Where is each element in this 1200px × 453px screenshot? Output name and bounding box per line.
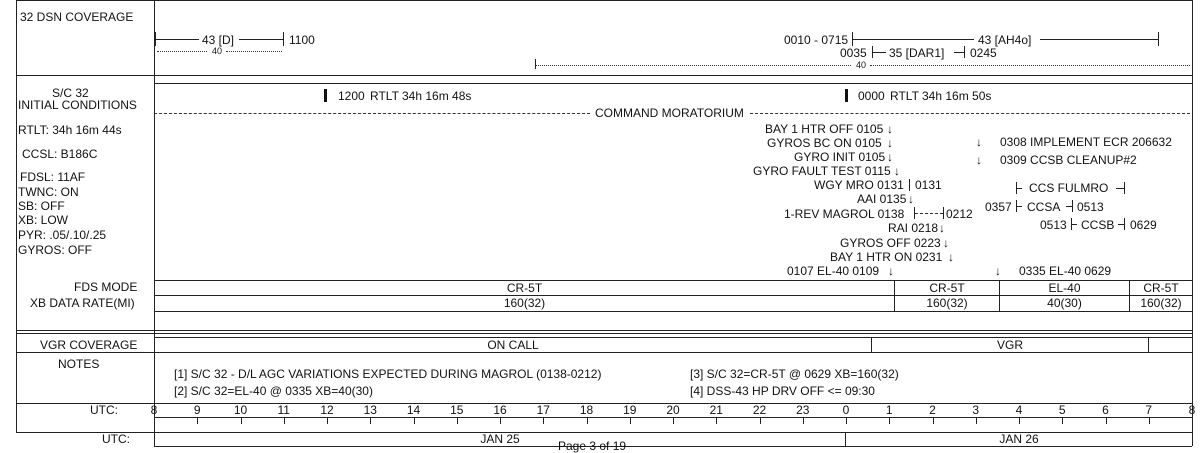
arrow-down-icon: ↓: [908, 192, 914, 206]
utc-hour-tick: [197, 417, 198, 424]
utc-hour-tick: [1062, 417, 1063, 424]
fds-mode-cell: EL-40: [1048, 281, 1081, 295]
vgr-coverage-label: VGR COVERAGE: [40, 338, 138, 352]
ccs-fulmro-end-tick: [1124, 182, 1125, 194]
pass3-start: 0035: [840, 46, 867, 60]
utc-label-dates: UTC:: [102, 432, 130, 446]
fds-mode-cell: CR-5T: [1143, 281, 1179, 295]
event-wgy-mro-end: 0131: [915, 178, 942, 192]
pass1-label: 43 [D]: [202, 33, 235, 47]
pass2-elev-line-left: [536, 65, 851, 66]
frame-right: [1192, 0, 1193, 432]
pass3-end-tick: [964, 46, 965, 58]
pass3-line-left: [872, 52, 886, 53]
date-row-right: [1192, 432, 1193, 446]
notes-label: NOTES: [58, 357, 100, 371]
moratorium-line-right: [750, 113, 1190, 114]
utc-hour-tick: [716, 417, 717, 424]
arrow-down-icon: ↓: [976, 135, 982, 149]
utc-hour-label: 12: [320, 403, 334, 417]
utc-hour-tick: [284, 417, 285, 424]
utc-hour-label: 18: [579, 403, 594, 417]
arrow-down-icon: ↓: [943, 236, 949, 250]
rtlt-mark-2-text: RTLT 34h 16m 50s: [890, 89, 992, 103]
utc-hour-tick: [457, 417, 458, 424]
utc-hour-tick: [630, 417, 631, 424]
pass1-elev: 40: [212, 46, 223, 56]
frame-left: [16, 0, 17, 432]
utc-hour-tick: [933, 417, 934, 424]
note-1: [1] S/C 32 - D/L AGC VARIATIONS EXPECTED DURING MAGROL (0138-0212): [174, 367, 602, 381]
event-el40-second: 0335 EL-40 0629: [1019, 264, 1112, 278]
arrow-down-icon: ↓: [887, 150, 893, 164]
utc-hour-tick: [760, 417, 761, 424]
event-gyro-fault-test: GYRO FAULT TEST 0115: [753, 164, 891, 178]
pass1-line-left: [155, 39, 199, 40]
ccs-fulmro-start-line: [1016, 188, 1022, 189]
utc-hour-tick: [587, 417, 588, 424]
date-jan-26: JAN 26: [999, 432, 1039, 446]
utc-hour-label: 0: [842, 403, 850, 417]
rtlt-row-line: [154, 83, 1192, 84]
arrow-down-icon: ↓: [939, 221, 945, 235]
pass1-elev-line-right: [226, 51, 282, 52]
arrow-down-icon: ↓: [948, 250, 954, 264]
event-aai: AAI 0135: [857, 192, 907, 206]
pass3-line-right: [954, 52, 964, 53]
xb-data-rate-label: XB DATA RATE(MI): [30, 296, 135, 310]
utc-hour-tick: [673, 417, 674, 424]
rtlt-mark-1: [324, 89, 327, 102]
arrow-down-icon: ↓: [888, 264, 894, 278]
dsn-coverage-title: 32 DSN COVERAGE: [20, 10, 134, 24]
event-rai: RAI 0218: [888, 221, 939, 235]
utc-hour-label: 11: [277, 403, 290, 417]
utc-hour-tick: [846, 417, 847, 424]
rtlt-mark-1-text: RTLT 34h 16m 48s: [370, 89, 472, 103]
label-column-divider: [154, 0, 155, 432]
event-bay1-htr-on: BAY 1 HTR ON 0231: [830, 250, 943, 264]
utc-hour-label: 5: [1058, 403, 1066, 417]
arrow-down-icon: ↓: [976, 153, 982, 167]
xb-rate-cell: 160(32): [1140, 296, 1182, 310]
sb-initial: SB: OFF: [18, 199, 65, 213]
ccsb-end-tick: [1124, 218, 1125, 230]
pass2-start: 0010 - 0715: [784, 33, 849, 47]
pass2-elev: 40: [856, 60, 867, 70]
vgr-row-bottom: [16, 352, 1192, 353]
utc-hour-tick: [803, 417, 804, 424]
ccs-fulmro-end-line: [1116, 188, 1124, 189]
pass1-line-right: [239, 39, 283, 40]
utc-hour-tick: [1019, 417, 1020, 424]
utc-hour-label: 19: [623, 403, 637, 417]
magrol-end-tick: [943, 207, 944, 219]
arrow-down-icon: ↓: [887, 122, 893, 136]
utc-hour-tick: [154, 417, 155, 424]
utc-hour-label: 14: [406, 403, 421, 417]
utc-hour-label: 13: [363, 403, 377, 417]
utc-hour-label: 7: [1145, 403, 1153, 417]
event-ccsa-end: 0513: [1077, 200, 1104, 214]
utc-hour-tick: [414, 417, 415, 424]
section-double-line-b: [16, 333, 1192, 334]
magrol-line: [915, 213, 943, 214]
rtlt-initial: RTLT: 34h 16m 44s: [18, 123, 122, 137]
date-jan-25: JAN 25: [480, 432, 520, 446]
event-ccsa: CCSA: [1027, 200, 1061, 214]
twnc-initial: TWNC: ON: [18, 185, 79, 199]
moratorium-label: COMMAND MORATORIUM: [595, 106, 744, 120]
utc-label: UTC:: [90, 403, 118, 417]
fds-mode-label: FDS MODE: [74, 280, 138, 294]
event-el40-first: 0107 EL-40 0109: [787, 264, 880, 278]
event-bay1-htr-off: BAY 1 HTR OFF 0105: [765, 122, 884, 136]
utc-hour-tick: [543, 417, 544, 424]
pass2-elev-line-right: [870, 65, 1190, 66]
rtlt-mark-2-time: 0000: [858, 89, 885, 103]
event-ccsb-cleanup: 0309 CCSB CLEANUP#2: [1000, 153, 1137, 167]
page-number: Page 3 of 19: [558, 439, 627, 453]
fds-mode-cell: CR-5T: [506, 281, 543, 295]
event-gyros-bc-on: GYROS BC ON 0105: [767, 136, 882, 150]
note-4: [4] DSS-43 HP DRV OFF <= 09:30: [690, 384, 875, 398]
utc-hour-label: 1: [885, 403, 893, 417]
utc-hour-label: 20: [666, 403, 680, 417]
rtlt-mark-1-time: 1200: [338, 89, 365, 103]
utc-hour-label: 8: [1188, 403, 1196, 417]
utc-hour-label: 8: [150, 403, 158, 417]
vgr-divider-2: [1148, 337, 1149, 352]
event-ccs-fulmro: CCS FULMRO: [1029, 181, 1109, 195]
utc-hour-tick: [1106, 417, 1107, 424]
utc-hour-tick: [889, 417, 890, 424]
pass3-label: 35 [DAR1]: [889, 46, 945, 60]
date-row-bottom: [154, 446, 1192, 447]
event-ccsb-start: 0513: [1040, 218, 1067, 232]
moratorium-line-left: [154, 113, 590, 114]
utc-hour-label: 9: [193, 403, 201, 417]
utc-hour-tick: [370, 417, 371, 424]
initial-conditions-label: INITIAL CONDITIONS: [18, 98, 137, 112]
event-magrol-end: 0212: [946, 207, 973, 221]
utc-hour-label: 4: [1015, 403, 1023, 417]
event-ccsa-start: 0357: [985, 200, 1012, 214]
pass2-elev-tick: [535, 59, 536, 69]
pass1-elev-line-left: [157, 51, 207, 52]
gyros-initial: GYROS: OFF: [18, 243, 93, 257]
dsn-section-bottom: [16, 75, 1192, 76]
ccsb-start-line: [1071, 224, 1077, 225]
event-implement-ecr: 0308 IMPLEMENT ECR 206632: [1000, 135, 1172, 149]
xb-initial: XB: LOW: [18, 213, 69, 227]
utc-hour-label: 2: [929, 403, 936, 417]
utc-hour-label: 10: [233, 403, 248, 417]
utc-hour-label: 23: [796, 403, 810, 417]
fds-mode-cell: CR-5T: [929, 281, 965, 295]
utc-hour-tick: [327, 417, 328, 424]
xb-rate-cell: 160(32): [503, 296, 546, 310]
utc-hour-label: 3: [972, 403, 980, 417]
utc-hour-label: 17: [536, 403, 550, 417]
utc-hour-tick: [976, 417, 977, 424]
utc-hour-label: 15: [450, 403, 464, 417]
vgr-active: VGR: [996, 338, 1023, 352]
pass3-end: 0245: [970, 46, 997, 60]
utc-hour-label: 21: [709, 403, 723, 417]
xb-rate-cell: 40(30): [1047, 296, 1082, 310]
pass2-line-left: [852, 39, 974, 40]
ccsl-initial: CCSL: B186C: [22, 147, 98, 161]
note-3: [3] S/C 32=CR-5T @ 0629 XB=160(32): [690, 367, 899, 381]
wgy-mro-tick: [909, 179, 910, 191]
section-double-line-a: [16, 330, 1192, 331]
vgr-on-call: ON CALL: [487, 338, 539, 352]
arrow-down-icon: ↓: [894, 164, 900, 178]
event-wgy-mro: WGY MRO 0131: [814, 178, 904, 192]
event-ccsb-end: 0629: [1130, 218, 1157, 232]
utc-hour-label: 22: [752, 403, 767, 417]
utc-hour-tick: [500, 417, 501, 424]
utc-hour-label: 6: [1102, 403, 1109, 417]
pass2-label: 43 [AH4o]: [978, 33, 1032, 47]
sc-label: S/C 32: [52, 86, 89, 100]
utc-hour-label: 16: [493, 403, 507, 417]
pyr-initial: PYR: .05/.10/.25: [18, 228, 107, 242]
pass1-end: 1100: [289, 33, 315, 47]
fdsl-initial: FDSL: 11AF: [20, 170, 86, 184]
xb-rate-cell: 160(32): [926, 296, 968, 310]
arrow-down-icon: ↓: [887, 136, 893, 150]
event-gyros-off: GYROS OFF 0223: [840, 236, 941, 250]
note-2: [2] S/C 32=EL-40 @ 0335 XB=40(30): [174, 384, 373, 398]
utc-hour-tick: [241, 417, 242, 424]
event-magrol: 1-REV MAGROL 0138: [784, 207, 905, 221]
frame-top: [16, 0, 1192, 1]
event-ccsb: CCSB: [1081, 218, 1115, 232]
pass2-line-right: [1040, 39, 1158, 40]
ccsa-start-line: [1016, 206, 1022, 207]
pass1-end-tick: [283, 32, 284, 46]
arrow-down-icon: ↓: [995, 264, 1001, 278]
ccsa-end-tick: [1072, 200, 1073, 212]
utc-hour-tick: [1149, 417, 1150, 424]
utc-hour-tick: [1192, 417, 1193, 424]
event-gyro-init: GYRO INIT 0105: [794, 150, 886, 164]
rtlt-mark-2: [845, 89, 848, 102]
xb-row-bottom: [154, 311, 1192, 312]
pass2-end-tick: [1158, 32, 1159, 46]
